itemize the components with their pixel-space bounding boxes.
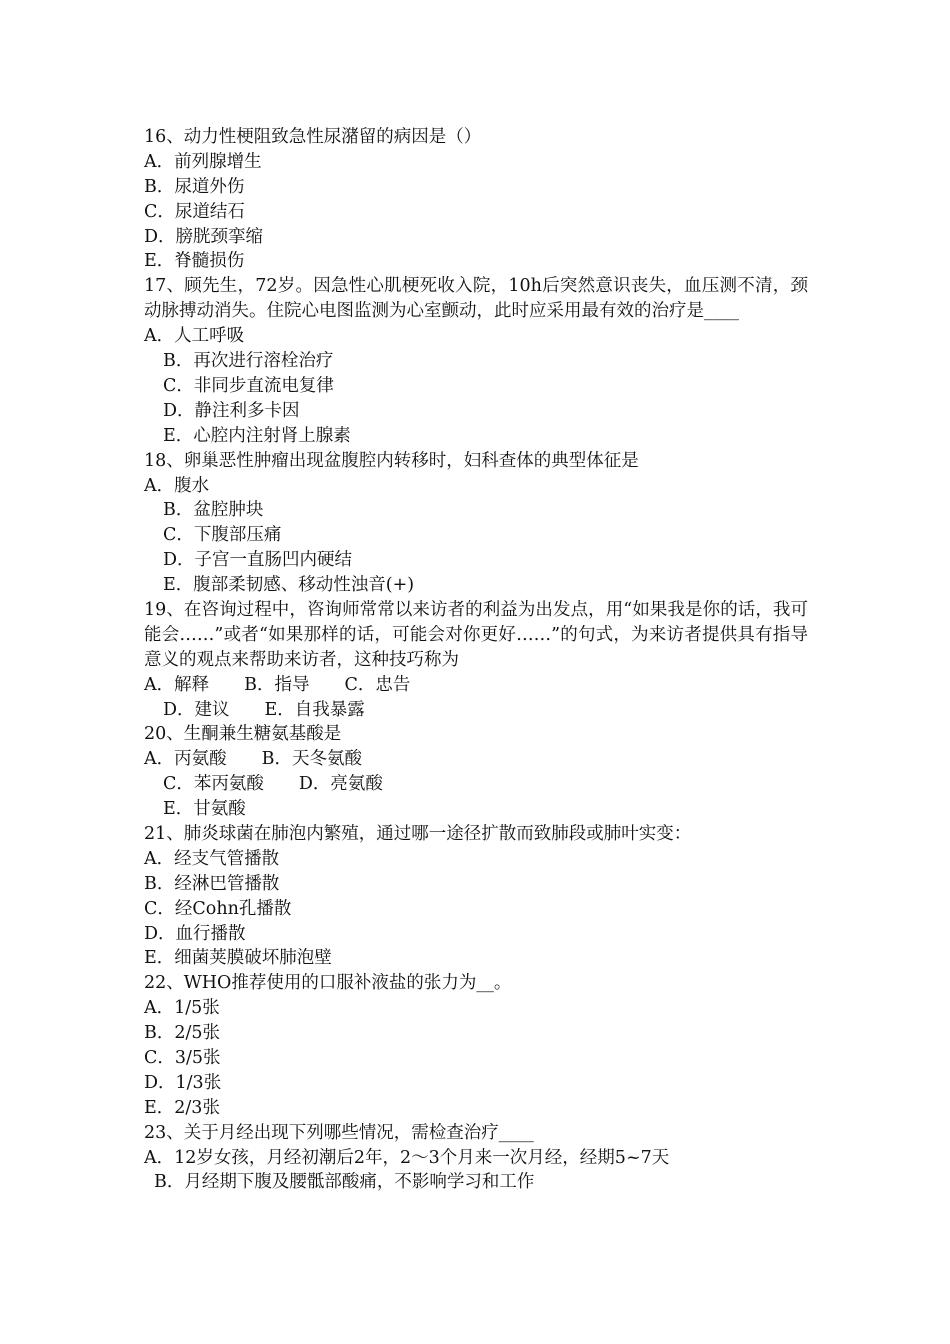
question-20-options-line-2: C．苯丙氨酸 D．亮氨酸 [163,774,383,795]
question-16-stem: 16、动力性梗阻致急性尿潴留的病因是（） [144,127,482,147]
question-17-option-e: E．心腔内注射肾上腺素 [163,425,351,446]
question-18-option-e: E．腹部柔韧感、移动性浊音(+) [163,575,415,596]
question-22-option-d: D．1/3张 [144,1072,222,1093]
question-18-option-d: D．子宫一直肠凹内硬结 [163,550,353,571]
question-19-stem: 19、在咨询过程中，咨询师常常以来访者的利益为出发点，用“如果我是你的话，我可能会……”或者“如果那样的话，可能会对你更好……”的句式，为来访者提供具有指导意义的观点来帮助来访者，这种技巧称为 [144,599,808,670]
question-17-option-b: B．再次进行溶栓治疗 [163,351,334,372]
question-18-option-c: C．下腹部压痛 [163,525,282,546]
question-17-option-c: C．非同步直流电复律 [163,375,334,396]
question-21-option-e: E．细菌荚膜破坏肺泡壁 [144,948,332,969]
question-18-option-a: A．腹水 [144,475,210,496]
question-16-option-c: C．尿道结石 [144,201,245,222]
question-22-option-b: B．2/5张 [144,1023,221,1044]
question-19-options-line-1: A．解释 B．指导 C．忠告 [144,674,411,695]
question-23-option-b: B．月经期下腹及腰骶部酸痛，不影响学习和工作 [154,1172,535,1193]
question-22-stem: 22、WHO推荐使用的口服补液盐的张力为__。 [144,973,512,994]
question-20-options-line-3: E．甘氨酸 [163,799,246,820]
question-21-option-a: A．经支气管播散 [144,848,280,869]
question-19-options-line-2: D．建议 E．自我暴露 [163,699,365,720]
question-17-stem: 17、顾先生，72岁。因急性心肌梗死收入院，10h后突然意识丧失，血压测不清，颈动脉搏动消失。住院心电图监测为心室颤动，此时应采用最有效的治疗是____ [144,276,808,322]
question-22-option-c: C．3/5张 [144,1048,221,1069]
question-21-stem: 21、肺炎球菌在肺泡内繁殖，通过哪一途径扩散而致肺段或肺叶实变： [144,824,692,845]
question-17-option-d: D．静注利多卡因 [163,400,300,421]
question-16-option-e: E．脊髓损伤 [144,251,245,272]
question-22-option-e: E．2/3张 [144,1097,220,1118]
question-21-option-c: C．经Cohn孔播散 [144,898,292,919]
question-18-stem: 18、卵巢恶性肿瘤出现盆腹腔内转移时，妇科查体的典型体征是 [144,450,639,471]
question-20-options-line-1: A．丙氨酸 B．天冬氨酸 [144,749,362,770]
question-21-option-b: B．经淋巴管播散 [144,873,280,894]
question-21-option-d: D．血行播散 [144,923,246,944]
question-22-option-a: A．1/5张 [144,998,220,1019]
question-23-option-a: A．12岁女孩，月经初潮后2年，2～3个月来一次月经，经期5~7天 [144,1147,670,1168]
question-16-option-b: B．尿道外伤 [144,176,245,197]
question-17-option-a: A．人工呼吸 [144,326,245,347]
document-body [144,125,808,1195]
question-16-option-a: A．前列腺增生 [144,151,262,172]
question-23-stem: 23、关于月经出现下列哪些情况，需检查治疗____ [144,1122,534,1143]
question-18-option-b: B．盆腔肿块 [163,500,264,521]
question-16-option-d: D．膀胱颈挛缩 [144,226,264,247]
question-20-stem: 20、生酮兼生糖氨基酸是 [144,724,342,745]
